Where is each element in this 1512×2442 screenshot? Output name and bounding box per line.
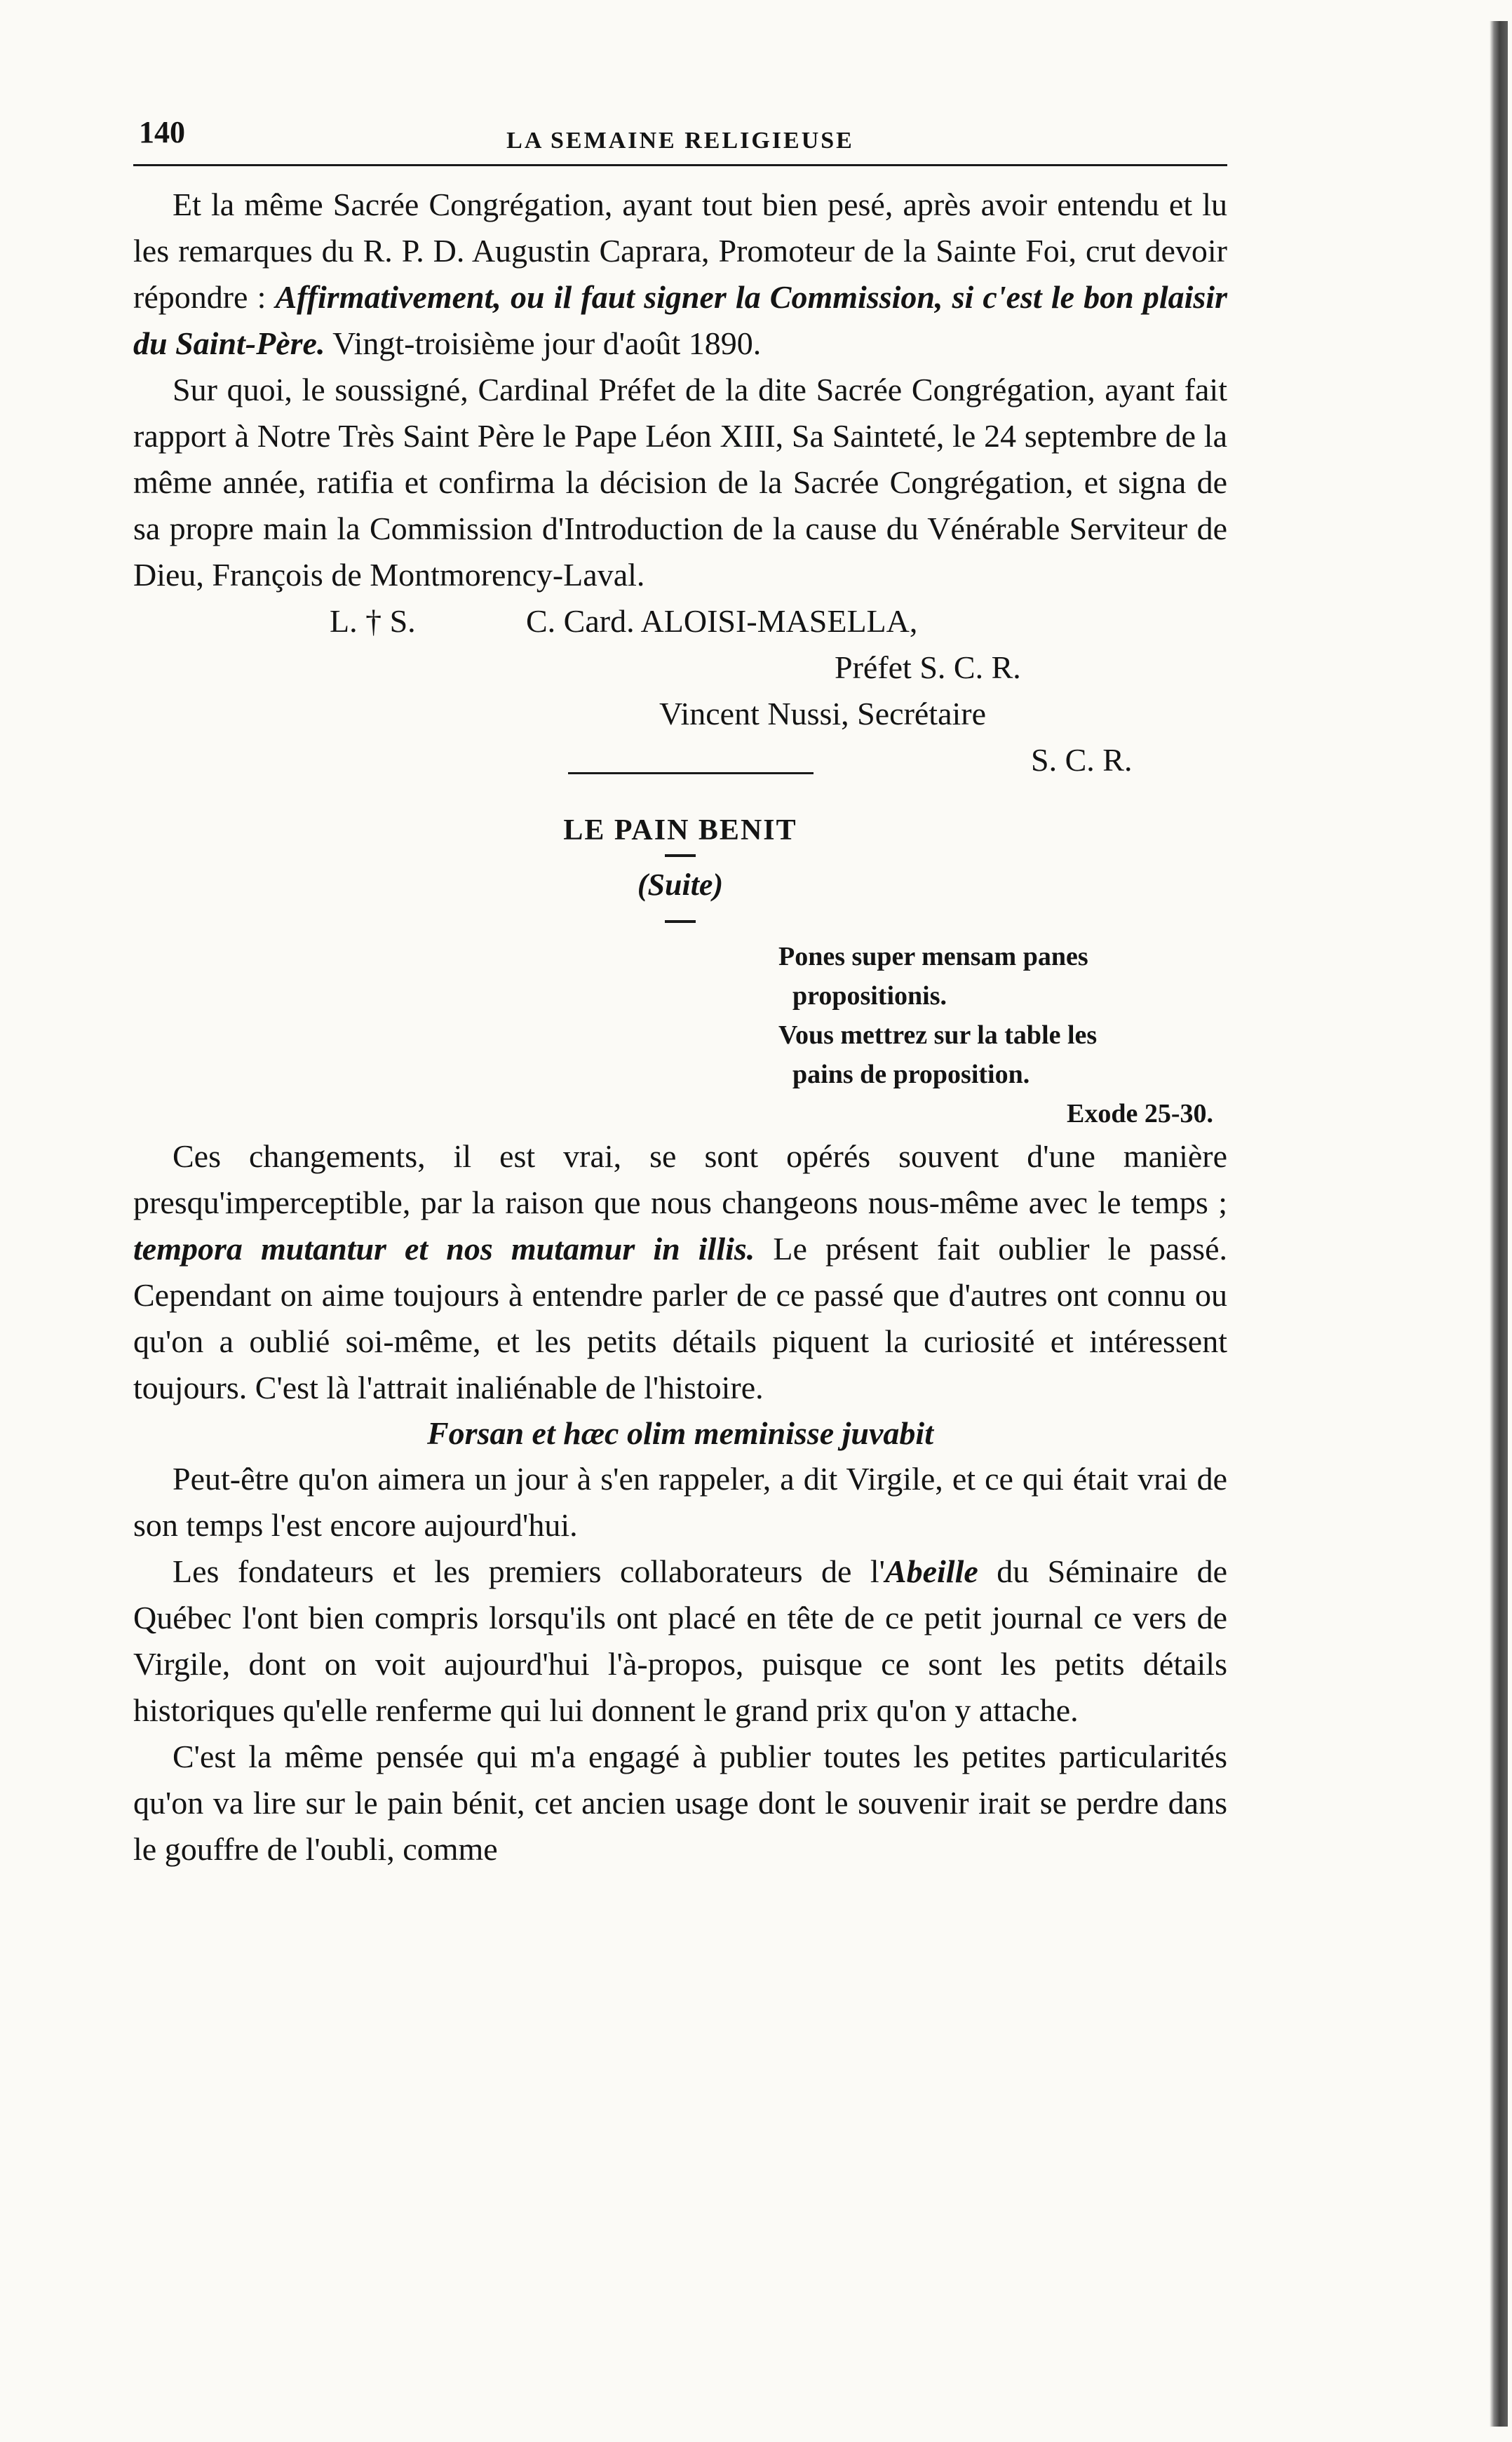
epigraph-french-2: pains de proposition. — [792, 1060, 1030, 1089]
paragraph-5-tail: du Séminaire de Québec l'ont bien compris lorsqu'ils ont placé en tête de ce petit journal ce vers de Virgile, dont on voit aujourd'hui l'à-propos, puisque ce sont les petits détails historiques qu'elle renferme qui lui donnent le grand prix qu'on y attache. — [133, 1553, 1227, 1728]
running-title: LA SEMAINE RELIGIEUSE — [506, 128, 854, 154]
book-page — [133, 105, 1227, 1873]
congregation-abbrev: S. C. R. — [1031, 742, 1133, 778]
epigraph-source: Exode 25-30. — [1067, 1099, 1213, 1128]
seal-mark: L. † S. — [330, 603, 416, 639]
secretary-signature: Vincent Nussi, Secrétaire — [659, 696, 987, 731]
paragraph-5-start: Les fondateurs et les premiers collaborateurs de l' — [173, 1553, 885, 1589]
paragraph-3-tail: Le présent fait oublier le passé. Cependant on aime toujours à entendre parler de ce passé que d'autres ont connu ou qu'on a oublié soi-même, et les petits détails piquent la curiosité et intéressent toujours. C'est là l'attrait inaliénable de l'histoire. — [133, 1231, 1227, 1405]
article-title: LE PAIN BENIT — [563, 814, 797, 846]
epigraph — [778, 937, 1213, 1133]
paragraph-5 — [133, 1549, 1227, 1734]
header-rule — [133, 164, 1227, 166]
paragraph-1-tail: Vingt-troisième jour d'août 1890. — [325, 325, 762, 361]
paragraph-1-text: Et la même Sacrée Congrégation, ayant tout bien pesé, après avoir entendu et lu les remarques du R. P. D. Augustin Caprara, Promoteur de la Sainte Foi, crut devoir répondre : — [133, 187, 1227, 315]
epigraph-latin-2: propositionis. — [792, 981, 947, 1011]
paragraph-3-italic: tempora mutantur et nos mutamur in illis. — [133, 1231, 755, 1267]
prefect-title: Préfet S. C. R. — [835, 649, 1021, 685]
paragraph-3-text: Ces changements, il est vrai, se sont opérés souvent d'une manière presqu'imperceptible, par la raison que nous changeons nous-même avec le temps ; — [133, 1138, 1227, 1220]
paragraph-1 — [133, 182, 1227, 367]
epigraph-french-1: Vous mettrez sur la table les — [778, 1020, 1098, 1050]
page-number: 140 — [139, 115, 185, 149]
signature-block — [133, 598, 1227, 783]
page-edge-shadow — [1490, 21, 1508, 2427]
epigraph-latin-1: Pones super mensam panes — [778, 942, 1088, 971]
subtitle-dash — [665, 920, 696, 923]
paragraph-4: Peut-être qu'on aimera un jour à s'en rappeler, a dit Virgile, et ce qui était vrai de son temps l'est encore aujourd'hui. — [133, 1461, 1227, 1543]
virgil-quote: Forsan et hæc olim meminisse juvabit — [426, 1415, 933, 1451]
article-subtitle: (Suite) — [637, 868, 724, 902]
cardinal-signature: C. Card. ALOISI-MASELLA, — [526, 603, 918, 639]
paragraph-6: C'est la même pensée qui m'a engagé à publier toutes les petites particularités qu'on va lire sur le pain bénit, cet ancien usage dont le souvenir irait se perdre dans le gouffre de l'oubli, comme — [133, 1739, 1227, 1867]
paragraph-5-italic: Abeille — [884, 1553, 978, 1589]
page-header — [133, 105, 1227, 154]
paragraph-1-italic: Affirmativement, ou il faut signer la Commission, si c'est le bon plaisir du Saint-Père. — [133, 279, 1227, 361]
title-dash — [665, 854, 696, 857]
paragraph-2: Sur quoi, le soussigné, Cardinal Préfet de la dite Sacrée Congrégation, ayant fait rapport à Notre Très Saint Père le Pape Léon XIII, Sa Sainteté, le 24 septembre de la même année, ratifia et confirma la décision de la Sacrée Congrégation, et signa de sa propre main la Commission d'Introduction de la cause du Vénérable Serviteur de Dieu, François de Montmorency-Laval. — [133, 372, 1227, 593]
paragraph-3 — [133, 1133, 1227, 1411]
